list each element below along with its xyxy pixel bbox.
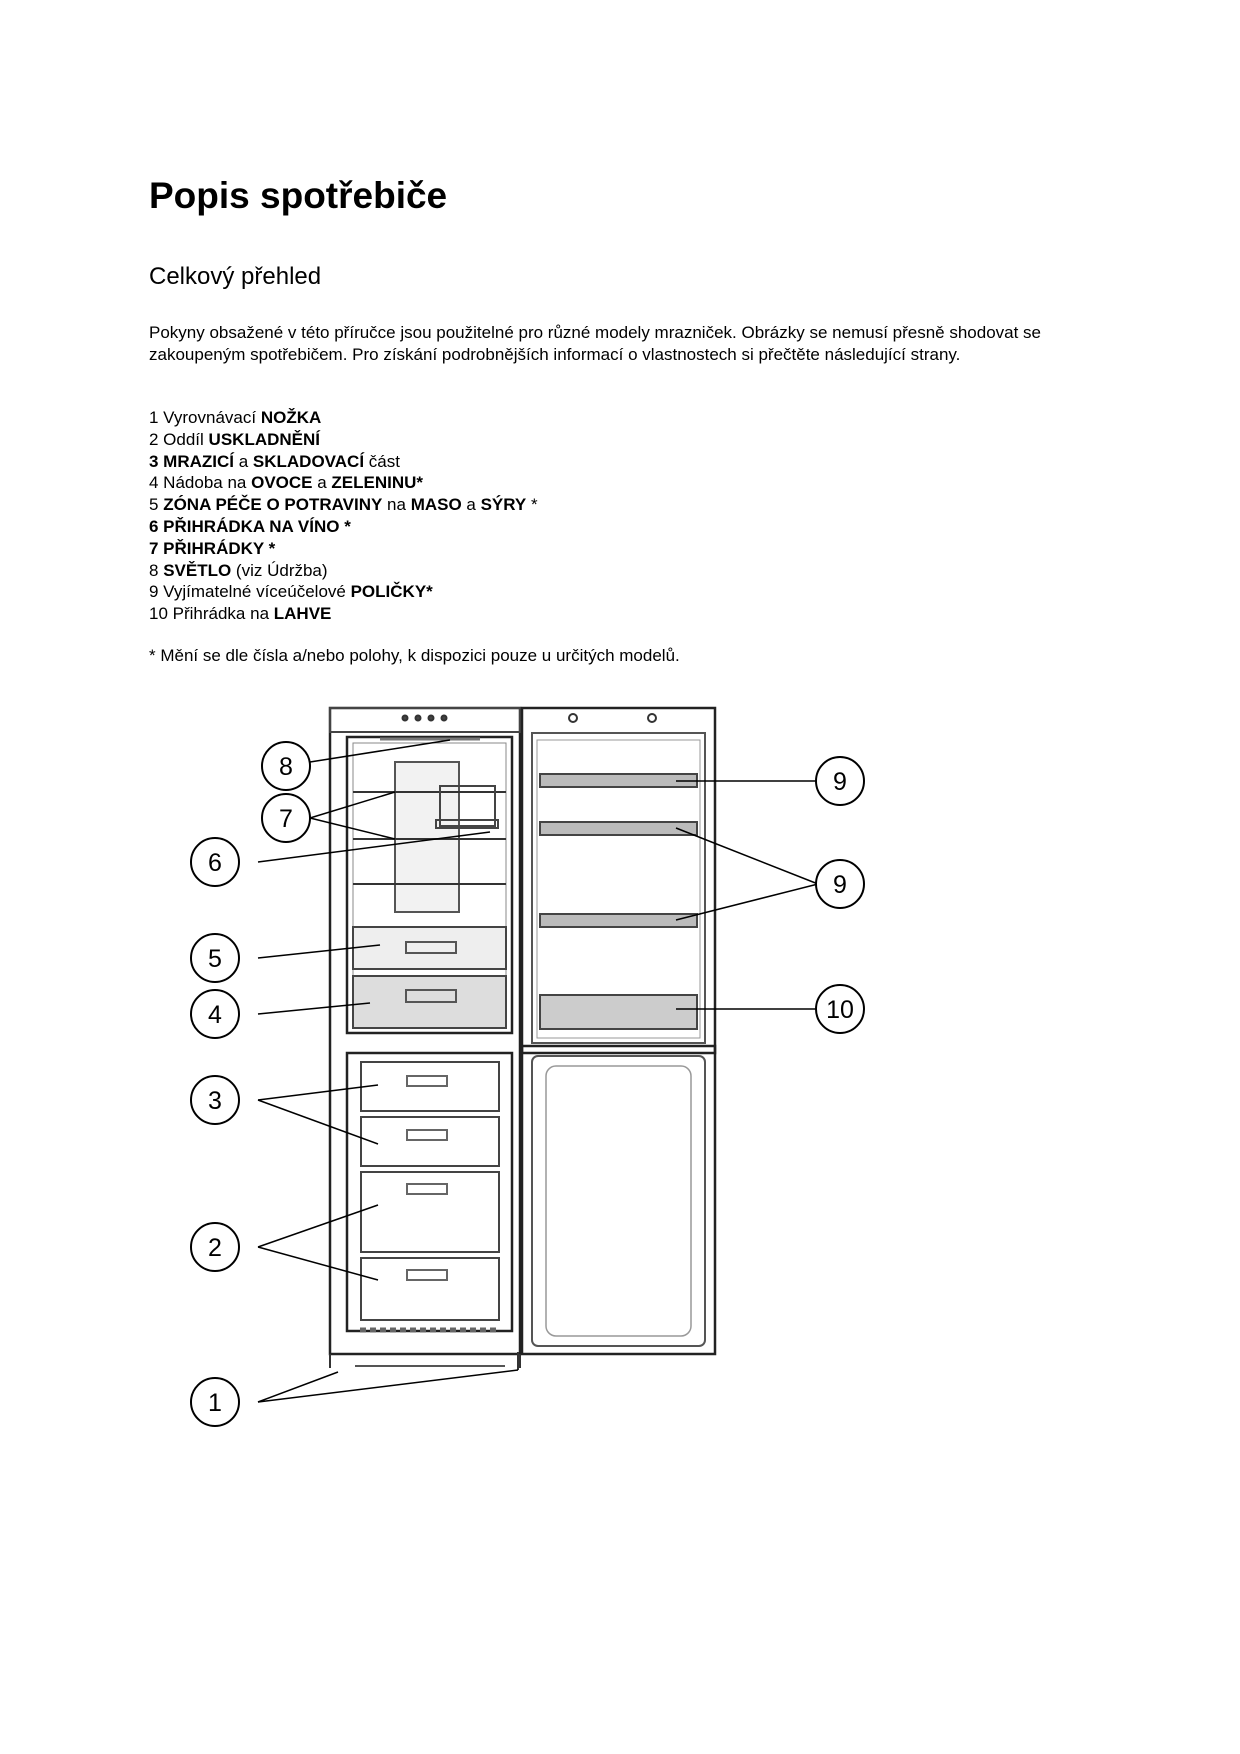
- callout-5: [191, 934, 239, 982]
- callout-4: [191, 990, 239, 1038]
- callout-label: 9: [833, 871, 847, 899]
- parts-list-text: OVOCE: [251, 473, 313, 493]
- callout-3: [191, 1076, 239, 1124]
- parts-list-text: 2 Oddíl: [149, 429, 209, 449]
- callout-7: [262, 794, 310, 842]
- callout-label: 6: [208, 849, 222, 877]
- parts-list-text: a: [461, 495, 481, 515]
- callout-label: 5: [208, 945, 222, 973]
- parts-list-text: část: [364, 451, 400, 471]
- parts-list-text: USKLADNĚNÍ: [208, 429, 320, 449]
- parts-list-text: ZÓNA PÉČE O POTRAVINY: [163, 495, 383, 515]
- parts-list-text: 3 MRAZICÍ: [149, 451, 234, 471]
- parts-list-text: SÝRY: [480, 495, 527, 515]
- parts-list-text: SKLADOVACÍ: [252, 451, 365, 471]
- callout-label: 10: [826, 996, 854, 1024]
- section-title: Celkový přehled: [149, 263, 322, 290]
- parts-list-text: LAHVE: [273, 604, 332, 624]
- parts-list-text: na: [382, 495, 411, 515]
- callout-label: 7: [279, 805, 293, 833]
- parts-list-text: 8: [149, 560, 164, 580]
- callout-10: [816, 985, 864, 1033]
- parts-list-text: 4 Nádoba na: [149, 473, 252, 493]
- parts-list-text: 10 Přihrádka na: [149, 604, 274, 624]
- callout-9-middle: [816, 860, 864, 908]
- parts-list-text: a: [234, 451, 253, 471]
- callout-leaders: [258, 740, 818, 1402]
- parts-list-text: POLIČKY*: [350, 582, 433, 602]
- parts-list-text: NOŽKA: [260, 408, 322, 427]
- fridge-body: [330, 708, 520, 1368]
- parts-list-text: 6 PŘIHRÁDKA NA VÍNO *: [149, 516, 351, 536]
- parts-list-text: *: [526, 495, 538, 515]
- parts-list-text: 9 Vyjímatelné víceúčelové: [149, 582, 351, 602]
- callout-label: 9: [833, 768, 847, 796]
- callout-6: [191, 838, 239, 886]
- parts-list-text: (viz Údržba): [231, 560, 328, 580]
- callout-label: 3: [208, 1087, 222, 1115]
- callout-8: [262, 742, 310, 790]
- callout-label: 4: [208, 1001, 222, 1029]
- callout-label: 2: [208, 1234, 222, 1262]
- parts-list-text: 7 PŘIHRÁDKY *: [149, 538, 276, 558]
- parts-list-text: SVĚTLO: [163, 560, 232, 580]
- parts-list-text: MASO: [410, 495, 462, 515]
- parts-list-text: 1 Vyrovnávací: [149, 408, 261, 427]
- parts-list-text: a: [312, 473, 332, 493]
- page-title: Popis spotřebiče: [149, 175, 448, 216]
- parts-list-text: ZELENINU*: [331, 473, 424, 493]
- footnote: * Mění se dle čísla a/nebo polohy, k dispozici pouze u určitých modelů.: [149, 646, 680, 665]
- fridge-doors: [518, 708, 715, 1370]
- callout-1: [191, 1378, 239, 1426]
- callout-label: 1: [208, 1389, 222, 1417]
- callout-2: [191, 1223, 239, 1271]
- callout-label: 8: [279, 753, 293, 781]
- callout-9-top: [816, 757, 864, 805]
- intro-paragraph: Pokyny obsažené v této příručce jsou použitelné pro různé modely mrazniček. Obrázky se nemusí přesně shodovat se zakoupeným spotřebičem. Pro získání podrobnějších informací o vlastnostech si přečtěte následující strany.: [149, 323, 1042, 364]
- parts-list-text: 5: [149, 495, 164, 515]
